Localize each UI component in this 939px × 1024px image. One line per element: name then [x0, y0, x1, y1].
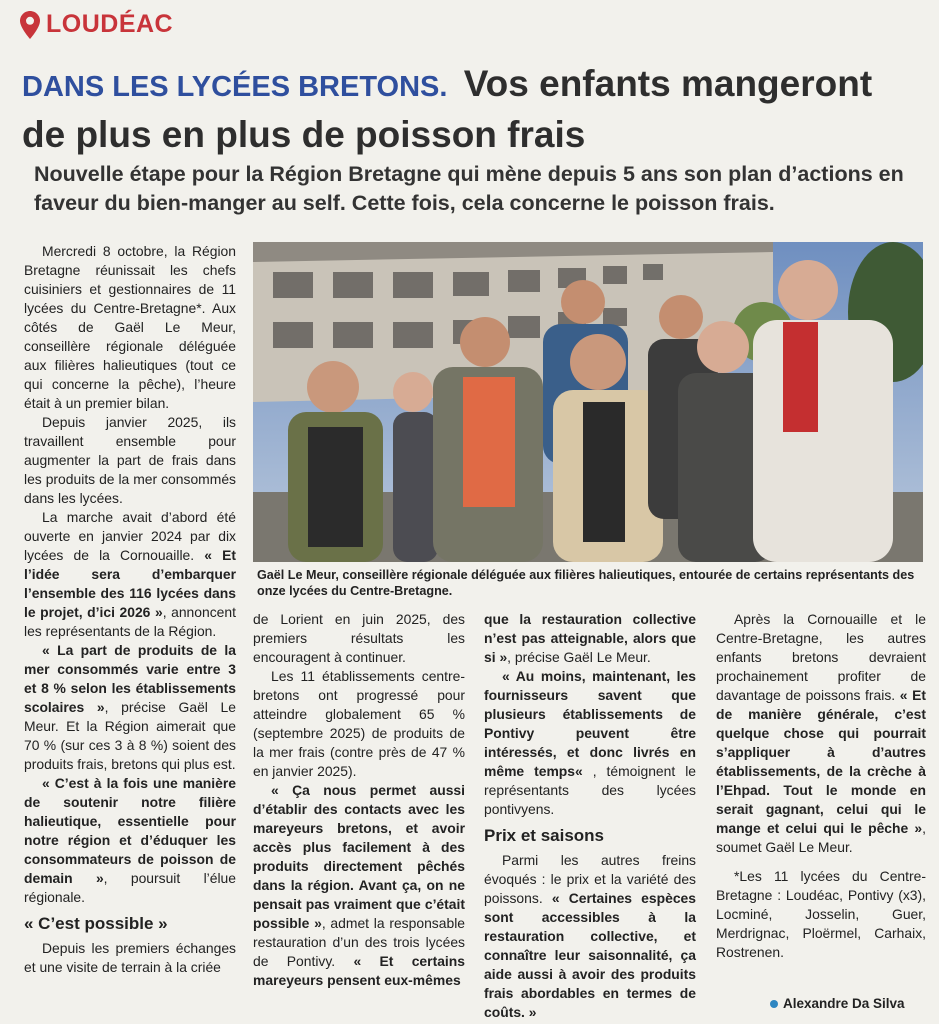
subheading: « C’est possible » — [24, 914, 168, 933]
headline-lead: DANS LES LYCÉES BRETONS. — [22, 71, 448, 103]
paragraph: Les 11 établissements centre-bretons ont progressé pour atteindre globalement 65 % (septembre 2025) de produits de la mer frais (contre près de 47 % en janvier 2025). — [253, 668, 465, 779]
paragraph — [484, 851, 696, 1022]
quote: « Au moins, maintenant, les fournisseurs savent que plusieurs établissements de Pontivy peuvent être intéressés, et donc livrés en même temps« — [484, 668, 696, 779]
text-run: , admet la responsable restauration d’un des trois lycées de Pontivy. — [253, 915, 465, 969]
paragraph — [716, 610, 926, 857]
quote: « Et de manière générale, c’est quelque chose qui pourrait s’appliquer à d’autres établissements, de la crèche à l’Ehpad. Tout le monde en serait gagnant, celui qui le mange et celui qui le pêche » — [716, 687, 926, 836]
text-run: Parmi les autres freins évoqués : le prix et la variété des poissons. — [484, 852, 696, 906]
section-town: LOUDÉAC — [46, 10, 174, 38]
quote: « C’est à la fois une manière de soutenir notre filière halieutique, essentielle pour notre région et d’éduquer les consommateurs de poisson de demain » — [24, 775, 236, 886]
author-name: Alexandre Da Silva — [783, 996, 905, 1011]
quote: « La part de produits de la mer consommés varie entre 3 et 8 % selon les établissements scolaires » — [24, 642, 236, 715]
quote: « Certaines espèces sont accessibles à la restauration collective, et connaître leur saisonnalité, ça aide aussi à avoir des produits frais abordables en termes de coûts. » — [484, 890, 697, 1020]
paragraph — [24, 641, 236, 774]
paragraph — [484, 610, 696, 667]
group-photo — [253, 242, 923, 562]
article-column-1 — [24, 242, 236, 977]
quote: « Et certains mareyeurs pensent eux-mêmes — [253, 953, 465, 988]
photo-caption: Gaël Le Meur, conseillère régionale déléguée aux filières halieutiques, entourée de certains représentants des onze lycées du Centre-Bretagne. — [257, 568, 915, 598]
article-headline — [22, 60, 922, 158]
article-column-2 — [253, 610, 465, 990]
article-column-4 — [716, 610, 926, 962]
paragraph: de Lorient en juin 2025, des premiers résultats les encouragent à continuer. — [253, 611, 465, 665]
text-run: , précise Gaël Le Meur. Et la Région aimerait que 70 % (sur ces 3 à 8 %) soient des produits frais, bretons qui plus est. — [24, 699, 236, 772]
text-run: , précise Gaël Le Meur. — [507, 649, 651, 665]
quote: « Et l’idée sera d’embarquer l’ensemble des 116 lycées dans le projet, d’ici 2026 » — [24, 547, 236, 620]
paragraph — [484, 667, 696, 819]
quote: « Ça nous permet aussi d’établir des contacts avec les mareyeurs bretons, et avoir accès plus facilement à des produits directement pêchés dans la région. Avant ça, on ne pensait pas vraiment que c’était possible » — [253, 782, 465, 931]
text-run: La marche avait d’abord été ouverte en janvier 2024 par dix lycées de la Cornouaille. — [24, 509, 236, 563]
article-column-3 — [484, 610, 696, 1022]
subheading: Prix et saisons — [484, 826, 605, 845]
paragraph: Mercredi 8 octobre, la Région Bretagne réunissait les chefs cuisiniers et gestionnaires de 11 lycées du Centre-Bretagne*. Aux côtés de Gaël Le Meur, conseillère régionale déléguée aux filières halieutiques (tout ce qui concerne la pêche), l’heure était à un premier bilan. — [24, 243, 236, 411]
text-run: Après la Cornouaille et le Centre-Bretagne, les autres enfants bretons devraient prochainement profiter de davantage de poissons frais. — [716, 611, 926, 703]
byline — [770, 996, 905, 1011]
text-run: , poursuit l’élue régionale. — [24, 870, 236, 905]
paragraph: Depuis janvier 2025, ils travaillent ensemble pour augmenter la part de frais dans les produits de la mer consommés dans les lycées. — [24, 414, 236, 506]
bullet-dot-icon — [770, 1000, 778, 1008]
paragraph — [24, 774, 236, 907]
text-run: , soumet Gaël Le Meur. — [716, 820, 926, 855]
location-pin-icon — [20, 11, 40, 39]
quote: que la restauration collective n’est pas atteignable, alors que si » — [484, 611, 696, 665]
text-run: , témoignent le représentants des lycées pontivyens. — [484, 763, 696, 817]
headline-title: Vos enfants mangeront de plus en plus de poisson frais — [22, 63, 873, 155]
paragraph — [253, 781, 465, 990]
section-kicker — [20, 10, 173, 39]
article-standfirst: Nouvelle étape pour la Région Bretagne qui mène depuis 5 ans son plan d’actions en faveur du bien-manger au self. Cette fois, cela concerne le poisson frais. — [34, 162, 904, 215]
paragraph — [24, 508, 236, 641]
text-run: , annoncent les représentants de la Région. — [24, 604, 236, 639]
paragraph: Depuis les premiers échanges et une visite de terrain à la criée — [24, 940, 236, 975]
footnote: *Les 11 lycées du Centre-Bretagne : Loudéac, Pontivy (x3), Locminé, Josselin, Guer, Merdrignac, Ploërmel, Carhaix, Rostrenen. — [716, 868, 926, 960]
